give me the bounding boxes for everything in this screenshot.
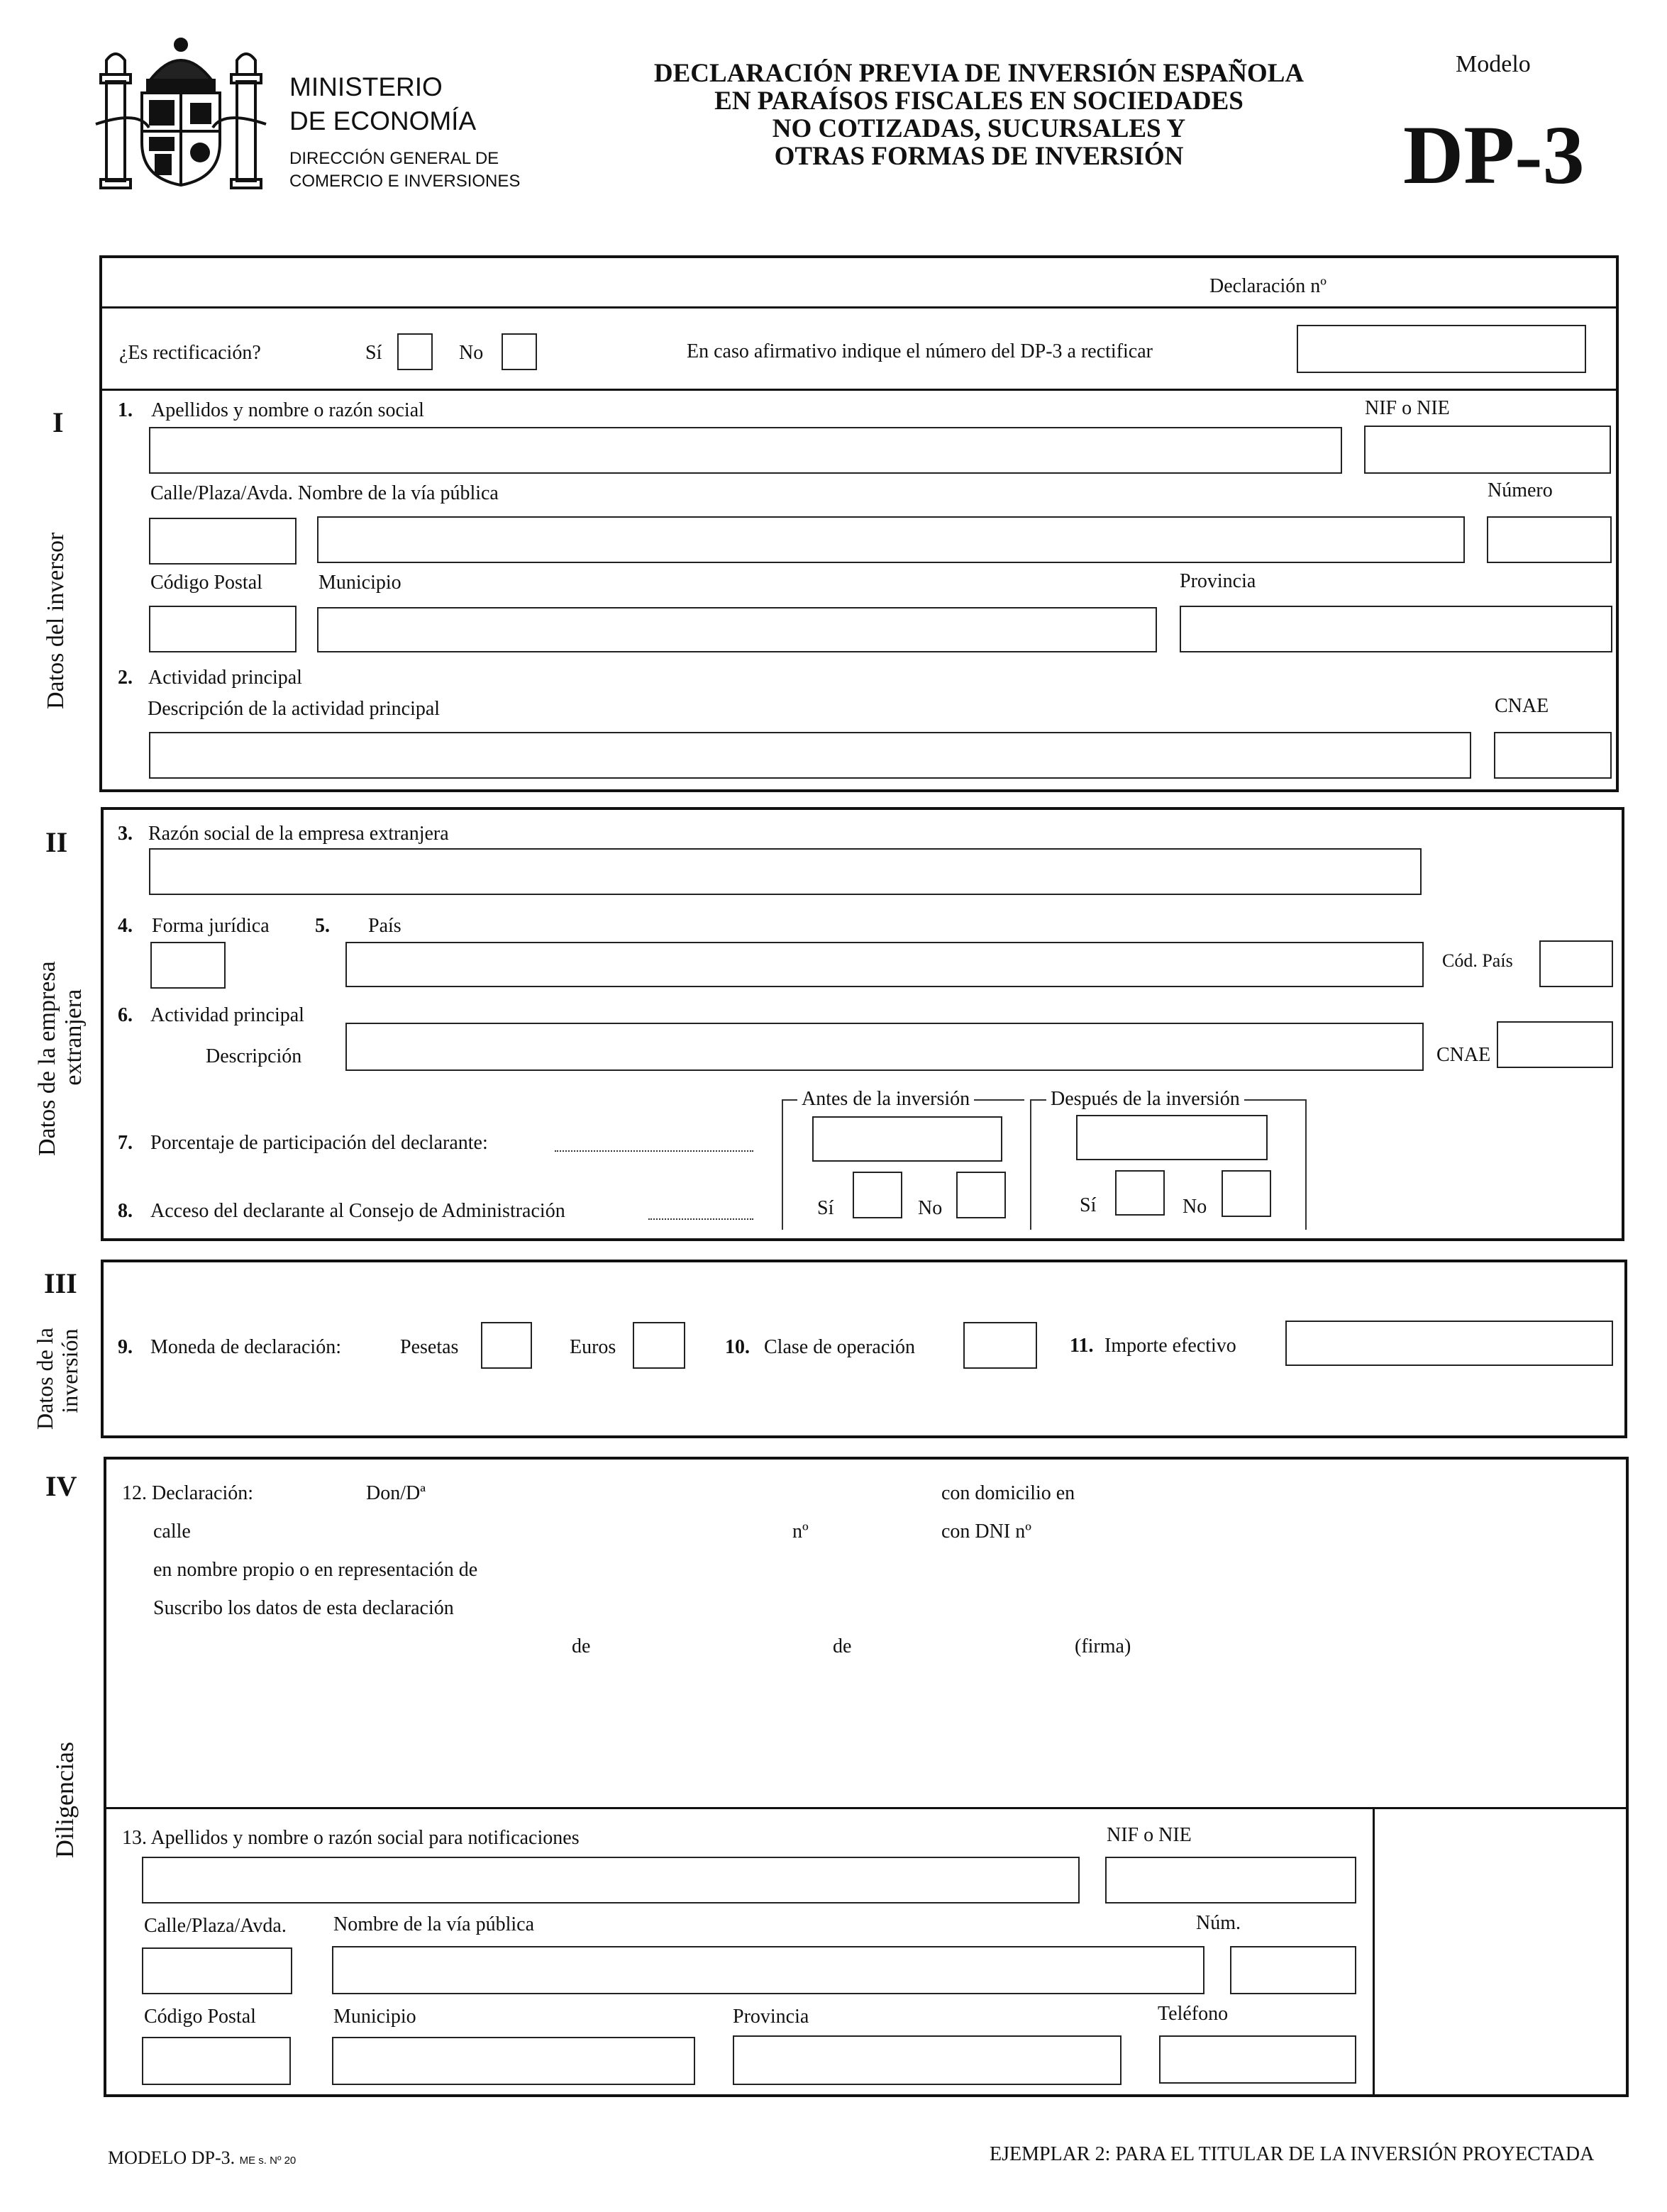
section-i-side-text: Datos del inversor [43,532,69,709]
section-iv-side-label [51,1742,79,1858]
field-11-label: Importe efectivo [1104,1335,1236,1357]
notify-municipality-field[interactable] [332,2037,695,2085]
field-1-number: 1. [118,399,133,421]
footer-model [108,2149,296,2167]
activity-desc-label: Descripción de la actividad principal [148,698,441,720]
divider [104,1807,1629,1809]
field-2-number: 2. [118,667,133,689]
section-ii-side-label [34,961,87,1156]
field-3-number: 3. [118,823,133,845]
consejo-after-no-checkbox[interactable] [1222,1170,1271,1217]
section-iii-side-text-1: Datos de la [32,1328,57,1430]
despues-label: Después de la inversión [1046,1089,1244,1109]
date-de-label-1: de [572,1635,591,1657]
country-field[interactable] [345,942,1424,987]
divider [99,306,1619,309]
investor-street-name-field[interactable] [317,516,1465,563]
foreign-cnae-field[interactable] [1497,1021,1613,1068]
section-iv-side-text: Diligencias [50,1742,79,1858]
dotted-leader [555,1150,753,1152]
title-line-3: NO COTIZADAS, SUCURSALES Y [772,113,1186,143]
telefono-label: Teléfono [1158,2003,1229,2025]
date-de-label-2: de [833,1635,852,1657]
country-code-label: Cód. País [1442,950,1513,971]
numero-label: Número [1488,479,1553,501]
field-11-number: 11. [1070,1335,1094,1357]
suscribo-label: Suscribo los datos de esta declaración [153,1597,454,1619]
pesetas-label: Pesetas [400,1336,459,1358]
footer-model-small: ME s. Nº 20 [239,2155,297,2167]
legal-form-field[interactable] [150,942,226,989]
foreign-company-name-field[interactable] [149,848,1422,895]
cp-label: Código Postal [150,572,262,594]
model-code: DP-3 [1403,109,1585,201]
euros-checkbox[interactable] [633,1322,685,1369]
divider [99,389,1619,391]
consejo-after-no-label: No [1183,1196,1207,1218]
section-iii-roman: III [44,1267,77,1299]
notify-street-name-field[interactable] [332,1946,1204,1994]
coat-of-arms-logo [92,32,270,195]
section-iii-side-text-2: inversión [57,1328,83,1413]
notify-number-field[interactable] [1230,1946,1356,1994]
investor-nif-field[interactable] [1364,426,1611,474]
investor-activity-field[interactable] [149,732,1471,779]
field-8-label: Acceso del declarante al Consejo de Administración [150,1200,565,1222]
section-ii-side-text-2: extranjera [60,989,87,1086]
field-5-number: 5. [315,915,330,937]
section-ii-roman: II [45,826,68,858]
field-1-label: Apellidos y nombre o razón social [151,399,424,421]
field-13-label: 13. Apellidos y nombre o razón social para notificaciones [122,1827,580,1849]
rectificacion-no-checkbox[interactable] [502,333,537,370]
investor-cnae-field[interactable] [1494,732,1612,779]
country-code-field[interactable] [1539,940,1613,987]
notify-street-type-field[interactable] [142,1947,292,1994]
section-i-side-label [43,533,69,709]
section-iv-roman: IV [45,1470,77,1502]
footer-copy-label: EJEMPLAR 2: PARA EL TITULAR DE LA INVERSIÓN PROYECTADA [990,2143,1595,2165]
rectificacion-si-label: Sí [365,342,382,364]
rectificacion-no-label: No [459,342,484,364]
don-label: Don/Dª [366,1482,426,1504]
consejo-before-no-checkbox[interactable] [956,1172,1006,1218]
field-9-label: Moneda de declaración: [150,1336,341,1358]
operation-class-field[interactable] [963,1322,1037,1369]
field-8-number: 8. [118,1200,133,1222]
cnae-label: CNAE [1495,695,1549,717]
rectificacion-label: ¿Es rectificación? [119,342,261,364]
provincia-label-2: Provincia [733,2006,809,2028]
field-6-label: Actividad principal [150,1004,304,1026]
field-2-label: Actividad principal [148,667,302,689]
investor-province-field[interactable] [1180,606,1612,652]
dotted-leader [648,1218,753,1220]
rectificar-label: En caso afirmativo indique el número del DP-3 a rectificar [687,340,1153,362]
investor-number-field[interactable] [1487,516,1612,563]
via-label: Nombre de la vía pública [333,1913,535,1935]
calle-label-3: Calle/Plaza/Avda. [144,1915,287,1937]
investor-street-type-field[interactable] [149,518,297,565]
cp-label-2: Código Postal [144,2006,256,2028]
nombre-propio-label: en nombre propio o en representación de [153,1559,478,1581]
consejo-after-si-checkbox[interactable] [1115,1170,1165,1216]
calle-label-2: calle [153,1521,191,1543]
antes-label: Antes de la inversión [797,1089,974,1109]
amount-field[interactable] [1285,1321,1613,1366]
field-7-number: 7. [118,1132,133,1154]
cnae-label-2: CNAE [1436,1044,1491,1066]
rectificacion-si-checkbox[interactable] [397,333,433,370]
num-label: Núm. [1196,1912,1241,1934]
model-label: Modelo [1456,51,1531,77]
declaracion-label: Declaración nº [1209,275,1327,297]
dni-label: con DNI nº [941,1521,1031,1543]
divider [1373,1807,1375,2097]
section-i-roman: I [52,406,64,438]
firma-label: (firma) [1075,1635,1131,1657]
form-title [610,60,1348,170]
title-line-4: OTRAS FORMAS DE INVERSIÓN [774,141,1184,171]
foreign-activity-field[interactable] [345,1023,1424,1071]
calle-label: Calle/Plaza/Avda. Nombre de la vía pública [150,482,499,504]
notify-nif-field[interactable] [1105,1857,1356,1903]
investor-postal-code-field[interactable] [149,606,297,652]
field-12-label: 12. Declaración: [122,1482,254,1504]
euros-label: Euros [570,1336,616,1358]
dg-line-1: DIRECCIÓN GENERAL DE [289,149,499,168]
notify-name-field[interactable] [142,1857,1080,1903]
notify-postal-code-field[interactable] [142,2037,291,2085]
title-line-1: DECLARACIÓN PREVIA DE INVERSIÓN ESPAÑOLA [653,59,1305,88]
participation-after-field[interactable] [1076,1115,1268,1160]
field-6-number: 6. [118,1004,133,1026]
n-label: nº [792,1521,809,1543]
field-4-number: 4. [118,915,133,937]
consejo-before-no-label: No [918,1197,943,1219]
section-iii-side-label [33,1328,82,1430]
field-5-label: País [368,915,401,937]
field-3-label: Razón social de la empresa extranjera [148,823,449,845]
consejo-before-si-label: Sí [817,1197,834,1219]
nif-label-2: NIF o NIE [1107,1824,1192,1846]
ministry-line-1: MINISTERIO [289,72,443,101]
title-line-2: EN PARAÍSOS FISCALES EN SOCIEDADES [714,86,1244,116]
consejo-before-si-checkbox[interactable] [853,1172,902,1218]
investor-municipality-field[interactable] [317,607,1157,652]
notify-phone-field[interactable] [1159,2035,1356,2084]
municipio-label-2: Municipio [333,2006,416,2028]
footer-model-main: MODELO DP-3. [108,2147,236,2168]
rectificar-number-field[interactable] [1297,325,1586,373]
field-9-number: 9. [118,1336,133,1358]
section-iv-frame [104,1457,1629,2097]
field-10-number: 10. [725,1336,750,1358]
ministry-line-2: DE ECONOMÍA [289,106,477,135]
pesetas-checkbox[interactable] [481,1322,532,1369]
consejo-after-si-label: Sí [1080,1194,1097,1216]
nif-label: NIF o NIE [1365,397,1450,419]
section-ii-side-text-1: Datos de la empresa [34,961,60,1156]
municipio-label: Municipio [319,572,401,594]
field-10-label: Clase de operación [764,1336,916,1358]
field-7-label: Porcentaje de participación del declarante: [150,1132,488,1154]
field-4-label: Forma jurídica [152,915,270,937]
description-label: Descripción [206,1045,302,1067]
provincia-label: Provincia [1180,570,1256,592]
domicilio-label: con domicilio en [941,1482,1075,1504]
dg-line-2: COMERCIO E INVERSIONES [289,172,521,191]
participation-before-field[interactable] [812,1116,1002,1162]
notify-province-field[interactable] [733,2035,1122,2085]
investor-name-field[interactable] [149,427,1342,474]
